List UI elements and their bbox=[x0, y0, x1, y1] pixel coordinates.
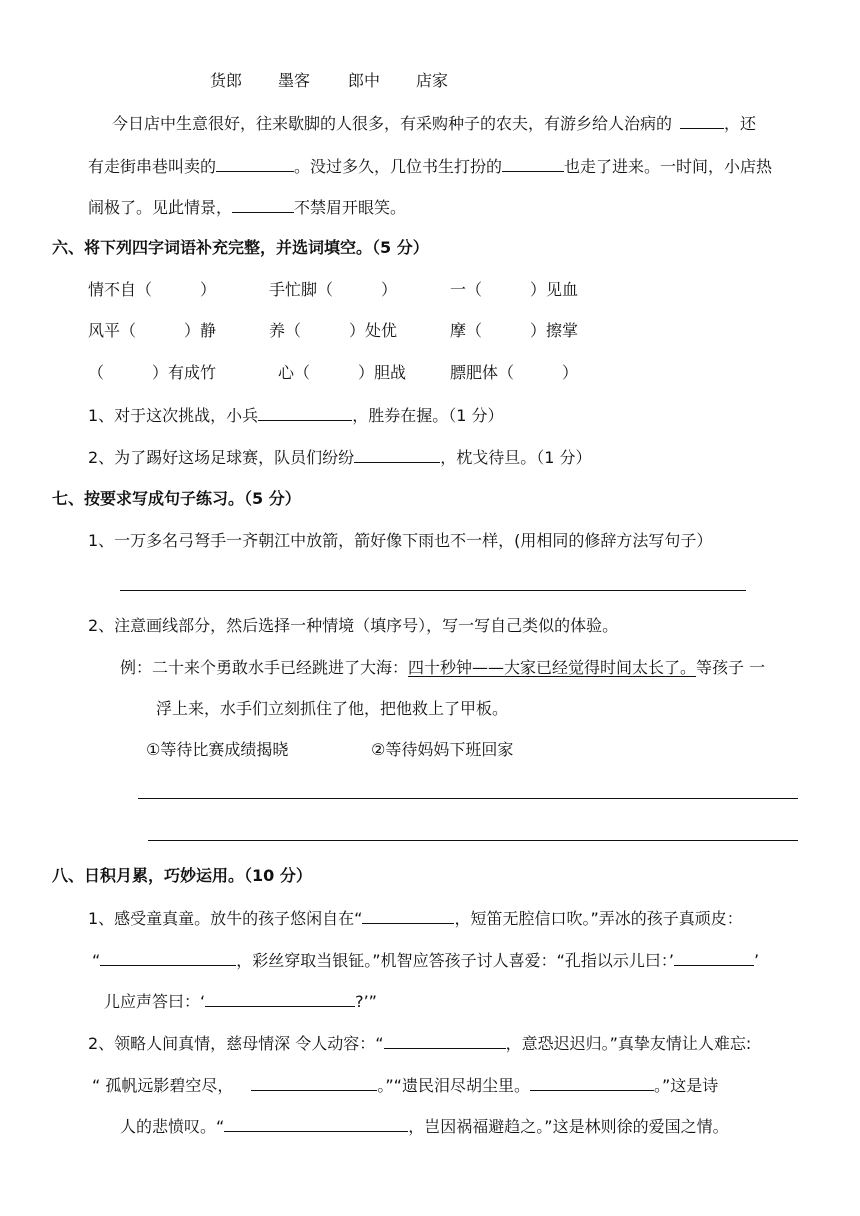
answer-blank[interactable] bbox=[224, 1115, 408, 1132]
answer-line[interactable] bbox=[148, 840, 798, 841]
question-text: ，岂因祸福避趋之。”这是林则徐的爱国之情。 bbox=[408, 1117, 729, 1136]
sentence-question-1: 1、一万多名弓弩手一齐朝江中放箭，箭好像下雨也不一样，(用相同的修辞方法写句子） bbox=[88, 531, 713, 550]
answer-line[interactable] bbox=[138, 798, 798, 799]
scenario-option-1[interactable]: ①等待比赛成绩揭晓 bbox=[146, 740, 289, 759]
section-8-heading: 八、日积月累，巧妙运用。（10 分） bbox=[52, 866, 312, 885]
scenario-options bbox=[146, 739, 513, 761]
answer-blank[interactable] bbox=[674, 949, 754, 966]
question-text: 人的悲愤叹。“ bbox=[120, 1117, 225, 1136]
word-option: 墨客 bbox=[278, 71, 311, 90]
answer-blank[interactable] bbox=[362, 907, 454, 924]
question-text: “ bbox=[92, 951, 101, 970]
question-text: 。”这是诗 bbox=[653, 1076, 719, 1095]
question-text: 2、领略人间真情，慈母情深 令人动容：“ bbox=[88, 1034, 384, 1053]
answer-blank[interactable] bbox=[216, 155, 294, 172]
example-sentence bbox=[120, 657, 765, 679]
answer-blank[interactable] bbox=[205, 990, 355, 1007]
idiom-item[interactable]: 情不自（ ） bbox=[88, 280, 217, 299]
para-text: 今日店中生意很好，往来歇脚的人很多，有采购种子的农夫，有游乡给人治病的 bbox=[112, 114, 673, 133]
para-text: 。没过多久，几位书生打扮的 bbox=[294, 157, 503, 176]
idiom-item[interactable]: 一（ ）见血 bbox=[450, 280, 579, 299]
scenario-option-2[interactable]: ②等待妈妈下班回家 bbox=[371, 740, 514, 759]
question-text: 。”“遗民泪尽胡尘里。 bbox=[377, 1076, 530, 1095]
answer-blank[interactable] bbox=[384, 1032, 506, 1049]
question-text: ，短笛无腔信口吹。”弄冰的孩子真顽皮： bbox=[454, 909, 743, 928]
idiom-row-3 bbox=[88, 362, 578, 384]
answer-blank[interactable] bbox=[251, 1074, 377, 1091]
question-text: ，胜券在握。（1 分） bbox=[352, 406, 504, 425]
idiom-row-1 bbox=[88, 279, 578, 301]
answer-line[interactable] bbox=[120, 590, 746, 591]
question-text: “ 孤帆远影碧空尽， bbox=[92, 1076, 234, 1095]
idiom-item[interactable]: （ ）有成竹 bbox=[88, 363, 217, 382]
idiom-item[interactable]: 膘肥体（ ） bbox=[450, 363, 579, 382]
para-text: 闹极了。见此情景， bbox=[88, 198, 233, 217]
para-line-2 bbox=[88, 155, 772, 178]
para-text: 不禁眉开眼笑。 bbox=[294, 198, 407, 217]
section-6-heading: 六、将下列四字词语补充完整，并选词填空。（5 分） bbox=[52, 238, 429, 257]
poem-question-2-line-3 bbox=[120, 1115, 729, 1138]
poem-question-1-line-3 bbox=[104, 990, 377, 1013]
answer-blank[interactable] bbox=[502, 155, 564, 172]
word-option: 店家 bbox=[416, 71, 449, 90]
idiom-row-2 bbox=[88, 320, 578, 342]
question-text: ，彩丝穿取当银钲。”机智应答孩子讨人喜爱：“孔指以示儿曰：’ bbox=[236, 951, 674, 970]
idiom-item[interactable]: 摩（ ）擦掌 bbox=[450, 321, 579, 340]
poem-question-1-line-1 bbox=[88, 907, 743, 930]
idiom-item[interactable]: 心（ ）胆战 bbox=[278, 363, 407, 382]
idiom-item[interactable]: 风平（ ）静 bbox=[88, 321, 217, 340]
answer-blank[interactable] bbox=[258, 404, 352, 421]
idiom-item[interactable]: 手忙脚（ ） bbox=[269, 280, 398, 299]
example-sentence-cont: 浮上来，水手们立刻抓住了他，把他救上了甲板。 bbox=[156, 699, 509, 718]
fill-question-1 bbox=[88, 404, 503, 427]
underlined-phrase: 四十秒钟——大家已经觉得时间太长了。 bbox=[408, 658, 697, 677]
sentence-question-2: 2、注意画线部分，然后选择一种情境（填序号），写一写自己类似的体验。 bbox=[88, 616, 619, 635]
para-text: ，还 bbox=[724, 114, 757, 133]
question-text: ，枕戈待旦。（1 分） bbox=[440, 448, 592, 467]
question-text: 1、对于这次挑战，小兵 bbox=[88, 406, 259, 425]
example-text: 等孩子 一 bbox=[696, 658, 766, 677]
para-text: 有走街串巷叫卖的 bbox=[88, 157, 217, 176]
poem-question-2-line-2 bbox=[92, 1074, 718, 1097]
section-7-heading: 七、按要求写成句子练习。（5 分） bbox=[52, 489, 301, 508]
question-text: ，意恐迟迟归。”真挚友情让人难忘: bbox=[505, 1034, 752, 1053]
answer-blank[interactable] bbox=[680, 112, 724, 129]
fill-question-2 bbox=[88, 446, 591, 469]
para-line-3 bbox=[88, 196, 406, 219]
question-text: 儿应声答曰：‘ bbox=[104, 992, 206, 1011]
para-line-1 bbox=[112, 112, 756, 135]
idiom-item[interactable]: 养（ ）处优 bbox=[269, 321, 398, 340]
word-bank bbox=[210, 70, 448, 92]
answer-blank[interactable] bbox=[100, 949, 236, 966]
question-text: 2、为了踢好这场足球赛，队员们纷纷 bbox=[88, 448, 355, 467]
question-text: 1、感受童真童。放牛的孩子悠闲自在“ bbox=[88, 909, 363, 928]
question-text: ’ bbox=[753, 951, 760, 970]
answer-blank[interactable] bbox=[232, 196, 294, 213]
word-option: 货郎 bbox=[210, 71, 243, 90]
word-option: 郎中 bbox=[348, 71, 381, 90]
poem-question-2-line-1 bbox=[88, 1032, 751, 1055]
answer-blank[interactable] bbox=[530, 1074, 654, 1091]
question-text: ?’” bbox=[355, 992, 377, 1011]
para-text: 也走了进来。一时间，小店热 bbox=[564, 157, 773, 176]
answer-blank[interactable] bbox=[354, 446, 440, 463]
example-text: 例：二十来个勇敢水手已经跳进了大海： bbox=[120, 658, 409, 677]
poem-question-1-line-2 bbox=[92, 949, 759, 972]
